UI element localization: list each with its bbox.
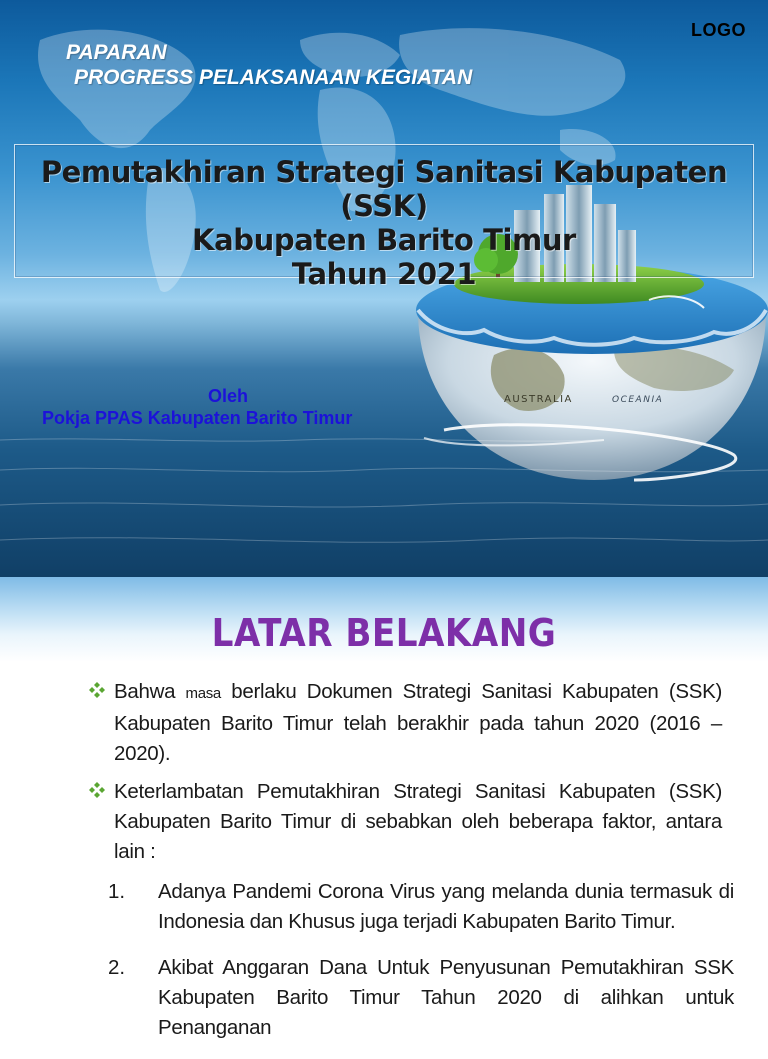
background-slide <box>0 577 768 1039</box>
item-number: 1. <box>108 880 126 903</box>
logo-placeholder: LOGO <box>691 20 746 40</box>
numbered-list <box>108 877 734 1059</box>
bullet-text-small: masa <box>185 685 221 702</box>
bullet-text-rest: berlaku Dokumen Strategi Sanitasi Kabupaten (SSK) Kabupaten Barito Timur telah berakhir pada tahun 2020 (2016 – 2020). <box>114 680 723 765</box>
numbered-item <box>108 877 734 937</box>
diamond-bullet-icon <box>88 681 106 699</box>
globe-label-oceania: OCEANIA <box>612 395 664 405</box>
globe-label-australia: AUSTRALIA <box>504 394 573 405</box>
diamond-bullet-icon <box>88 781 106 799</box>
subtitle-line-1: PAPARAN <box>66 41 167 64</box>
slide-title <box>14 156 754 292</box>
subtitle-line-2: PROGRESS PELAKSANAAN KEGIATAN <box>74 66 473 90</box>
presenter-block <box>42 386 422 429</box>
section-title: LATAR BELAKANG <box>211 611 557 655</box>
title-line-3: Tahun 2021 <box>291 256 477 291</box>
bullet-text <box>114 677 722 769</box>
numbered-item <box>108 953 734 1043</box>
title-line-2: Kabupaten Barito Timur <box>192 222 576 257</box>
bullet-list <box>88 677 722 875</box>
presentation-subtitle <box>66 40 472 90</box>
bullet-item <box>88 777 722 867</box>
bullet-text: Keterlambatan Pemutakhiran Strategi Sanitasi Kabupaten (SSK) Kabupaten Barito Timur di sebabkan oleh beberapa faktor, antara lain : <box>114 780 722 863</box>
presenter-name: Pokja PPAS Kabupaten Barito Timur <box>42 407 353 428</box>
title-line-1: Pemutakhiran Strategi Sanitasi Kabupaten (SSK) <box>40 155 728 223</box>
item-text: Adanya Pandemi Corona Virus yang melanda dunia termasuk di Indonesia dan Khusus juga terjadi Kabupaten Barito Timur. <box>158 880 734 933</box>
bullet-item <box>88 677 722 769</box>
item-text: Akibat Anggaran Dana Untuk Penyusunan Pemutakhiran SSK Kabupaten Barito Timur Tahun 2020 di alihkan untuk Penanganan <box>158 956 734 1039</box>
by-label: Oleh <box>208 386 249 406</box>
bullet-text-start: Bahwa <box>114 680 186 703</box>
item-number: 2. <box>108 956 126 979</box>
